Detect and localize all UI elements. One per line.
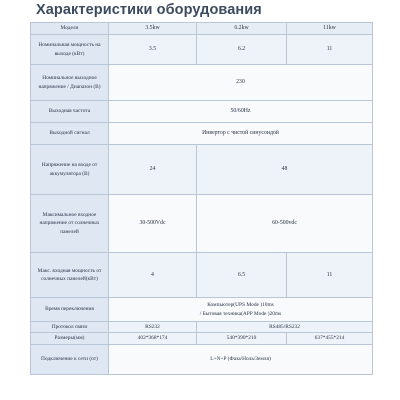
power-value: 6.2 bbox=[197, 35, 287, 65]
voltage-value: 230 bbox=[109, 65, 373, 101]
models-label: Модели bbox=[31, 23, 109, 35]
pv-power-value: 6.5 bbox=[197, 253, 287, 298]
signal-value: Инвертор с чистой синусоидой bbox=[109, 123, 373, 145]
pv-power-value: 11 bbox=[287, 253, 373, 298]
frequency-value: 50/60Hz bbox=[109, 101, 373, 123]
table-row-voltage bbox=[31, 65, 373, 101]
pv-voltage-label: Максимальное входное напряжение от солнечных панелей bbox=[31, 195, 109, 253]
switch-label: Время переключения bbox=[31, 298, 109, 322]
battery-value: 24 bbox=[109, 145, 197, 195]
table-row-switch bbox=[31, 298, 373, 322]
protocol-value: RS232 bbox=[109, 322, 197, 333]
pv-power-label: Макс. входная мощность от солнечных панелей(кВт) bbox=[31, 253, 109, 298]
model-3-5kw: 3.5kw bbox=[109, 23, 197, 35]
table-row-signal bbox=[31, 123, 373, 145]
switch-value-line1: Компьютер(UPS Mode )10ms bbox=[207, 302, 274, 309]
table-row-pv-voltage bbox=[31, 195, 373, 253]
power-label: Номинальная мощность на выходе (кВт) bbox=[31, 35, 109, 65]
table-row-power bbox=[31, 35, 373, 65]
table-row-models bbox=[31, 23, 373, 35]
signal-label: Выходной сигнал bbox=[31, 123, 109, 145]
table-row-frequency bbox=[31, 101, 373, 123]
table-row-connection bbox=[31, 345, 373, 375]
frequency-label: Выходная частота bbox=[31, 101, 109, 123]
connection-label: Подключение к сети (от) bbox=[31, 345, 109, 375]
page-title: Характеристики оборудования bbox=[36, 2, 262, 18]
table-row-pv-power bbox=[31, 253, 373, 298]
connection-value: L+N+P (Фаза/Ноль/Земля) bbox=[109, 345, 373, 375]
power-value: 11 bbox=[287, 35, 373, 65]
pv-voltage-value: 30-500Vdc bbox=[109, 195, 197, 253]
power-value: 3.5 bbox=[109, 35, 197, 65]
pv-power-value: 4 bbox=[109, 253, 197, 298]
model-6-2kw: 6.2kw bbox=[197, 23, 287, 35]
battery-value: 48 bbox=[197, 145, 373, 195]
size-value: 402*368*174 bbox=[109, 333, 197, 345]
size-value: 540*390*210 bbox=[197, 333, 287, 345]
table-row-protocol bbox=[31, 322, 373, 333]
spec-table bbox=[30, 22, 373, 375]
protocol-value: RS485/RS232 bbox=[197, 322, 373, 333]
switch-value bbox=[109, 298, 373, 322]
voltage-label: Номинальное выходное напряжение / Диапазон (В) bbox=[31, 65, 109, 101]
switch-value-line2: / Бытовая техника(APP Mode )20ms bbox=[199, 310, 282, 317]
size-label: Размеры(мм) bbox=[31, 333, 109, 345]
size-value: 637*455*214 bbox=[287, 333, 373, 345]
pv-voltage-value: 60-500vdc bbox=[197, 195, 373, 253]
protocol-label: Протокол связи bbox=[31, 322, 109, 333]
table-row-battery bbox=[31, 145, 373, 195]
battery-label: Напряжение на входе от аккумулятора (В) bbox=[31, 145, 109, 195]
table-row-size bbox=[31, 333, 373, 345]
model-11kw: 11kw bbox=[287, 23, 373, 35]
